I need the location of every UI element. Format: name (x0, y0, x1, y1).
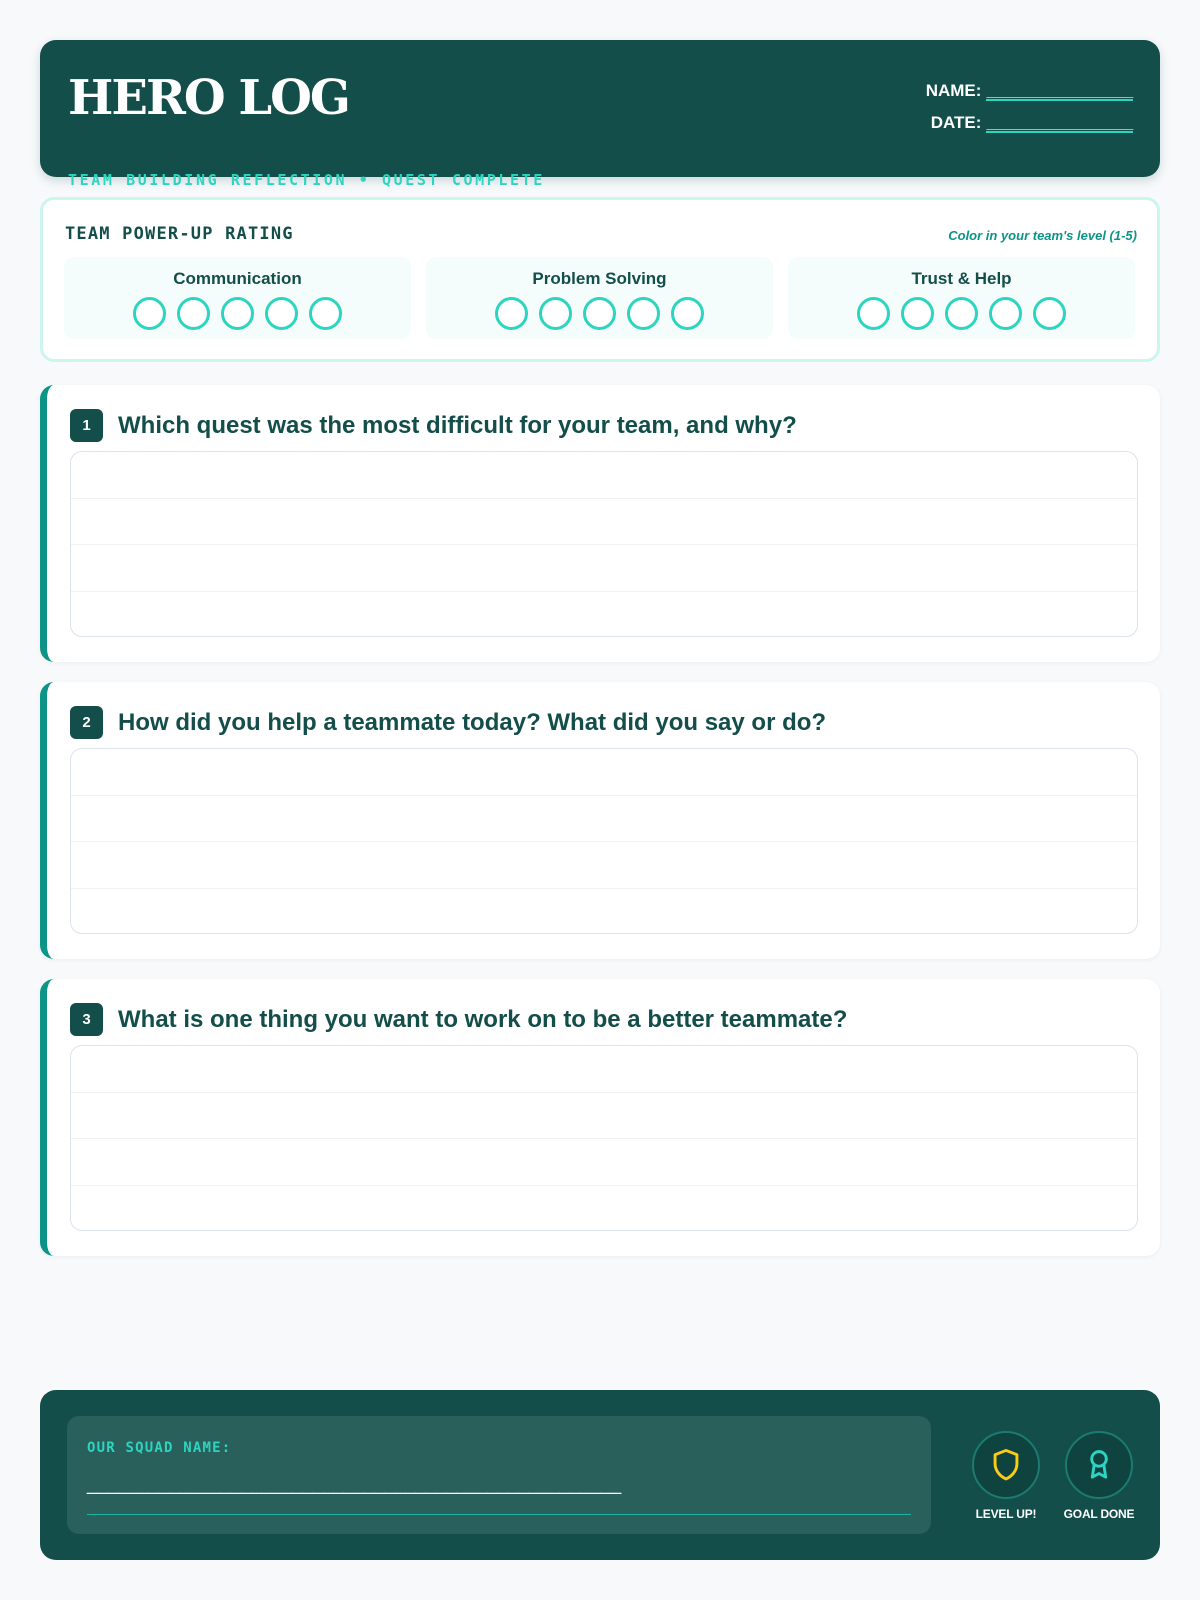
rating-title: TEAM POWER-UP RATING (65, 224, 294, 244)
skill-name: Problem Solving (532, 269, 667, 288)
question-text: Which quest was the most difficult for your team, and why? (118, 412, 797, 439)
answer-box[interactable] (70, 748, 1138, 934)
question-card-1 (40, 385, 1160, 662)
name-line[interactable]: __________________ (986, 83, 1133, 100)
skill-name: Communication (173, 269, 302, 288)
date-line[interactable]: __________________ (986, 115, 1133, 132)
level-dot-4[interactable] (989, 297, 1022, 330)
level-dots (426, 297, 773, 330)
answer-line (71, 749, 1137, 796)
badge-label: LEVEL UP! (975, 1507, 1037, 1521)
level-dot-4[interactable] (265, 297, 298, 330)
answer-line (71, 499, 1137, 546)
answer-line (71, 1046, 1137, 1093)
level-dot-2[interactable] (539, 297, 572, 330)
badge-circle (972, 1431, 1040, 1499)
answer-box[interactable] (70, 1045, 1138, 1231)
skill-trust-help (788, 257, 1135, 339)
level-dot-5[interactable] (309, 297, 342, 330)
question-number: 3 (70, 1003, 103, 1036)
answer-box[interactable] (70, 451, 1138, 637)
name-label: NAME: (925, 81, 982, 100)
squad-name-field[interactable] (67, 1416, 931, 1534)
level-dot-5[interactable] (671, 297, 704, 330)
level-dot-2[interactable] (177, 297, 210, 330)
answer-line (71, 889, 1137, 935)
level-dot-3[interactable] (583, 297, 616, 330)
award-ribbon-icon (1084, 1448, 1114, 1482)
level-dot-3[interactable] (945, 297, 978, 330)
level-dot-1[interactable] (133, 297, 166, 330)
name-field[interactable] (926, 81, 1133, 101)
question-card-2 (40, 682, 1160, 959)
level-dots (64, 297, 411, 330)
date-field[interactable] (931, 113, 1133, 133)
level-dot-5[interactable] (1033, 297, 1066, 330)
answer-line (71, 545, 1137, 592)
answer-line (71, 1093, 1137, 1140)
date-label: DATE: (930, 113, 982, 132)
team-rating-panel (40, 197, 1160, 362)
footer-banner (40, 1390, 1160, 1560)
page-title: HERO LOG (68, 70, 349, 126)
level-dot-3[interactable] (221, 297, 254, 330)
goal-done-badge (1054, 1431, 1144, 1521)
skill-name: Trust & Help (911, 269, 1012, 288)
answer-line (71, 796, 1137, 843)
squad-underline (87, 1514, 911, 1515)
skill-problem-solving (426, 257, 773, 339)
level-dot-1[interactable] (857, 297, 890, 330)
level-dot-2[interactable] (901, 297, 934, 330)
answer-line (71, 1186, 1137, 1232)
shield-icon (991, 1448, 1021, 1482)
question-number: 1 (70, 409, 103, 442)
skill-communication (64, 257, 411, 339)
answer-line (71, 1139, 1137, 1186)
answer-line (71, 842, 1137, 889)
answer-line (71, 452, 1137, 499)
badge-circle (1065, 1431, 1133, 1499)
squad-name-label: OUR SQUAD NAME: (87, 1440, 232, 1456)
page-subtitle: TEAM BUILDING REFLECTION • QUEST COMPLETE (68, 171, 545, 189)
question-text: What is one thing you want to work on to be a better teammate? (118, 1006, 848, 1033)
rating-hint: Color in your team's level (1-5) (948, 228, 1137, 243)
answer-line (71, 592, 1137, 638)
level-dot-1[interactable] (495, 297, 528, 330)
level-dots (788, 297, 1135, 330)
question-text: How did you help a teammate today? What did you say or do? (118, 709, 827, 736)
badge-label: GOAL DONE (1063, 1507, 1135, 1521)
level-up-badge (961, 1431, 1051, 1521)
header-banner (40, 40, 1160, 189)
question-card-3 (40, 979, 1160, 1256)
squad-name-line[interactable]: ____________________________________________________ (87, 1474, 621, 1495)
question-number: 2 (70, 706, 103, 739)
level-dot-4[interactable] (627, 297, 660, 330)
